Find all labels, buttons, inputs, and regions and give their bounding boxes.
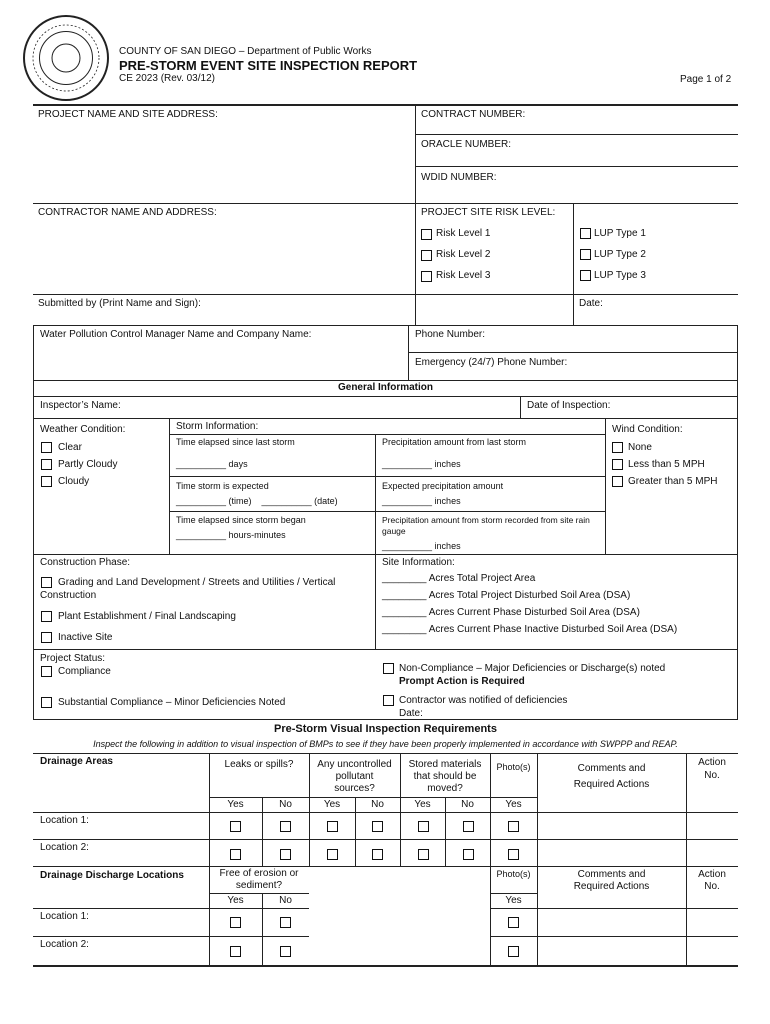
wind-none-label: None <box>628 442 652 453</box>
inspector-name-label: Inspector’s Name: <box>40 400 121 411</box>
precip-last-field[interactable]: __________ inches <box>382 459 461 469</box>
leaks-no-header: No <box>279 799 292 810</box>
form-code: CE 2023 (Rev. 03/12) <box>119 73 215 84</box>
site-info-total-area[interactable]: ________ Acres Total Project Area <box>382 573 536 584</box>
elapsed-last-label: Time elapsed since last storm <box>176 437 295 447</box>
prompt-action-label: Prompt Action is Required <box>399 676 525 687</box>
risk-level-3-label: Risk Level 3 <box>436 270 491 281</box>
precip-gauge-field[interactable]: __________ inches <box>382 541 461 551</box>
loc1-pollutant-no-checkbox[interactable] <box>372 821 383 832</box>
pollutant-label-1: Any uncontrolled <box>317 759 392 770</box>
leaks-yes-header: Yes <box>227 799 244 810</box>
contractor-name-label: CONTRACTOR NAME AND ADDRESS: <box>38 207 217 218</box>
loc2-leaks-no-checkbox[interactable] <box>280 849 291 860</box>
county-seal <box>23 15 109 101</box>
erosion-label-1: Free of erosion or <box>219 868 299 879</box>
discharge-photos-yes-header: Yes <box>505 895 522 906</box>
site-info-current-dsa[interactable]: ________ Acres Current Phase Disturbed Soil Area (DSA) <box>382 607 640 618</box>
wind-none-checkbox[interactable] <box>612 442 623 453</box>
wind-greater-5-checkbox[interactable] <box>612 476 623 487</box>
weather-clear-label: Clear <box>58 442 82 453</box>
discharge-location-2-label: Location 2: <box>40 939 89 950</box>
loc1-pollutant-yes-checkbox[interactable] <box>327 821 338 832</box>
project-status-label: Project Status: <box>40 653 106 664</box>
expected-time-label: Time storm is expected <box>176 481 269 491</box>
stored-label-3: moved? <box>427 783 463 794</box>
loc1-photos-checkbox[interactable] <box>508 821 519 832</box>
expected-precip-label: Expected precipitation amount <box>382 481 504 491</box>
status-compliance-label: Compliance <box>58 666 111 677</box>
loc2-pollutant-no-checkbox[interactable] <box>372 849 383 860</box>
pollutant-label-2: pollutant <box>335 771 374 782</box>
comments-label-2: Required Actions <box>573 779 650 790</box>
lup-type-1-label: LUP Type 1 <box>594 228 646 239</box>
dloc1-erosion-yes-checkbox[interactable] <box>230 917 241 928</box>
stored-no-header: No <box>461 799 474 810</box>
precip-gauge-label-line1: Precipitation amount from storm recorded from site rain <box>382 515 590 525</box>
loc1-stored-yes-checkbox[interactable] <box>418 821 429 832</box>
drainage-location-2-label: Location 2: <box>40 842 89 853</box>
stored-yes-header: Yes <box>414 799 431 810</box>
phone-number-label: Phone Number: <box>415 329 486 340</box>
storm-info-label: Storm Information: <box>176 421 259 432</box>
elapsed-began-field[interactable]: __________ hours-minutes <box>176 530 286 540</box>
status-substantial-label: Substantial Compliance – Minor Deficiencies Noted <box>58 697 286 708</box>
loc2-stored-no-checkbox[interactable] <box>463 849 474 860</box>
report-title: PRE-STORM EVENT SITE INSPECTION REPORT <box>119 58 418 73</box>
status-compliance-checkbox[interactable] <box>41 666 52 677</box>
loc2-stored-yes-checkbox[interactable] <box>418 849 429 860</box>
weather-partly-cloudy-checkbox[interactable] <box>41 459 52 470</box>
photos-yes-header: Yes <box>505 799 522 810</box>
wind-less-5-label: Less than 5 MPH <box>628 459 705 470</box>
county-line: COUNTY OF SAN DIEGO – Department of Public Works <box>119 46 372 57</box>
loc1-leaks-no-checkbox[interactable] <box>280 821 291 832</box>
risk-level-1-label: Risk Level 1 <box>436 228 491 239</box>
risk-level-1-checkbox[interactable] <box>421 229 432 240</box>
status-noncompliance-checkbox[interactable] <box>383 663 394 674</box>
action-label-1: Action <box>698 757 726 768</box>
lup-type-1-checkbox[interactable] <box>580 228 591 239</box>
loc2-photos-checkbox[interactable] <box>508 849 519 860</box>
leaks-spills-label: Leaks or spills? <box>224 759 294 770</box>
lup-type-2-checkbox[interactable] <box>580 249 591 260</box>
wdid-number-label: WDID NUMBER: <box>421 172 497 183</box>
action-label-2: No. <box>704 770 720 781</box>
pollutant-label-3: sources? <box>334 783 375 794</box>
construction-grading-label-2: Construction <box>40 590 97 601</box>
lup-type-3-checkbox[interactable] <box>580 270 591 281</box>
discharge-comments-2: Required Actions <box>573 881 650 892</box>
drainage-location-1-label: Location 1: <box>40 815 89 826</box>
construction-plant-label: Plant Establishment / Final Landscaping <box>58 611 236 622</box>
project-name-address-label: PROJECT NAME AND SITE ADDRESS: <box>38 109 218 120</box>
weather-partly-cloudy-label: Partly Cloudy <box>58 459 118 470</box>
elapsed-began-label: Time elapsed since storm began <box>176 515 306 525</box>
discharge-photos-label: Photo(s) <box>496 869 531 879</box>
elapsed-last-field[interactable]: __________ days <box>176 459 248 469</box>
page-number: Page 1 of 2 <box>680 74 732 85</box>
status-substantial-checkbox[interactable] <box>41 697 52 708</box>
dloc1-photos-checkbox[interactable] <box>508 917 519 928</box>
comments-label-1: Comments and <box>577 763 646 774</box>
construction-grading-label: Grading and Land Development / Streets and Utilities / Vertical <box>58 577 336 588</box>
weather-clear-checkbox[interactable] <box>41 442 52 453</box>
notified-date-label: Date: <box>399 708 423 719</box>
precip-last-label: Precipitation amount from last storm <box>382 437 527 447</box>
loc1-stored-no-checkbox[interactable] <box>463 821 474 832</box>
general-info-heading: General Information <box>337 382 433 393</box>
submitted-date-label: Date: <box>579 298 603 309</box>
risk-level-2-checkbox[interactable] <box>421 250 432 261</box>
construction-phase-label: Construction Phase: <box>40 557 131 568</box>
lup-type-2-label: LUP Type 2 <box>594 249 646 260</box>
erosion-yes-header: Yes <box>227 895 244 906</box>
dloc2-erosion-yes-checkbox[interactable] <box>230 946 241 957</box>
construction-inactive-label: Inactive Site <box>58 632 113 643</box>
lup-type-3-label: LUP Type 3 <box>594 270 646 281</box>
wpcm-label: Water Pollution Control Manager Name and Company Name: <box>40 329 312 340</box>
visual-instruction: Inspect the following in addition to visual inspection of BMPs to see if they have been properly implemented in accordance with SWPPP and REAP. <box>93 739 678 749</box>
contractor-notified-checkbox[interactable] <box>383 695 394 706</box>
weather-condition-label: Weather Condition: <box>40 424 126 435</box>
expected-time-fields[interactable]: __________ (time) __________ (date) <box>176 496 338 506</box>
weather-cloudy-label: Cloudy <box>58 476 90 487</box>
weather-cloudy-checkbox[interactable] <box>41 476 52 487</box>
contractor-notified-label: Contractor was notified of deficiencies <box>399 695 568 706</box>
site-info-label: Site Information: <box>382 557 455 568</box>
erosion-no-header: No <box>279 895 292 906</box>
loc1-leaks-yes-checkbox[interactable] <box>230 821 241 832</box>
emergency-phone-label: Emergency (24/7) Phone Number: <box>415 357 568 368</box>
wind-greater-5-label: Greater than 5 MPH <box>628 476 718 487</box>
construction-grading-checkbox[interactable] <box>41 577 52 588</box>
discharge-comments-1: Comments and <box>577 869 646 880</box>
seal-ring-icon <box>25 17 107 99</box>
site-info-inactive-dsa[interactable]: ________ Acres Current Phase Inactive Disturbed Soil Area (DSA) <box>382 624 678 635</box>
loc2-pollutant-yes-checkbox[interactable] <box>327 849 338 860</box>
discharge-action-2: No. <box>704 881 720 892</box>
discharge-locations-label: Drainage Discharge Locations <box>40 870 184 881</box>
stored-label-2: that should be <box>413 771 477 782</box>
visual-inspection-heading: Pre-Storm Visual Inspection Requirements <box>274 723 497 735</box>
risk-level-3-checkbox[interactable] <box>421 271 432 282</box>
expected-precip-field[interactable]: __________ inches <box>382 496 461 506</box>
photos-label: Photo(s) <box>496 762 531 772</box>
discharge-location-1-label: Location 1: <box>40 911 89 922</box>
dloc1-erosion-no-checkbox[interactable] <box>280 917 291 928</box>
drainage-areas-label: Drainage Areas <box>40 756 113 767</box>
dloc2-photos-checkbox[interactable] <box>508 946 519 957</box>
wind-less-5-checkbox[interactable] <box>612 459 623 470</box>
status-noncompliance-label: Non-Compliance – Major Deficiencies or Discharge(s) noted <box>399 663 666 674</box>
erosion-label-2: sediment? <box>235 880 283 891</box>
pollutant-no-header: No <box>371 799 384 810</box>
construction-plant-checkbox[interactable] <box>41 611 52 622</box>
construction-inactive-checkbox[interactable] <box>41 632 52 643</box>
contract-number-label: CONTRACT NUMBER: <box>421 109 526 120</box>
stored-label-1: Stored materials <box>408 759 482 770</box>
discharge-action-1: Action <box>698 869 726 880</box>
site-info-total-dsa[interactable]: ________ Acres Total Project Disturbed Soil Area (DSA) <box>382 590 631 601</box>
inspection-date-label: Date of Inspection: <box>527 400 611 411</box>
dloc2-erosion-no-checkbox[interactable] <box>280 946 291 957</box>
risk-level-2-label: Risk Level 2 <box>436 249 491 260</box>
wind-condition-label: Wind Condition: <box>612 424 683 435</box>
loc2-leaks-yes-checkbox[interactable] <box>230 849 241 860</box>
oracle-number-label: ORACLE NUMBER: <box>421 139 512 150</box>
submitted-by-label: Submitted by (Print Name and Sign): <box>38 298 201 309</box>
precip-gauge-label-line2: gauge <box>382 526 406 536</box>
pollutant-yes-header: Yes <box>323 799 341 810</box>
risk-level-label: PROJECT SITE RISK LEVEL: <box>421 207 556 218</box>
